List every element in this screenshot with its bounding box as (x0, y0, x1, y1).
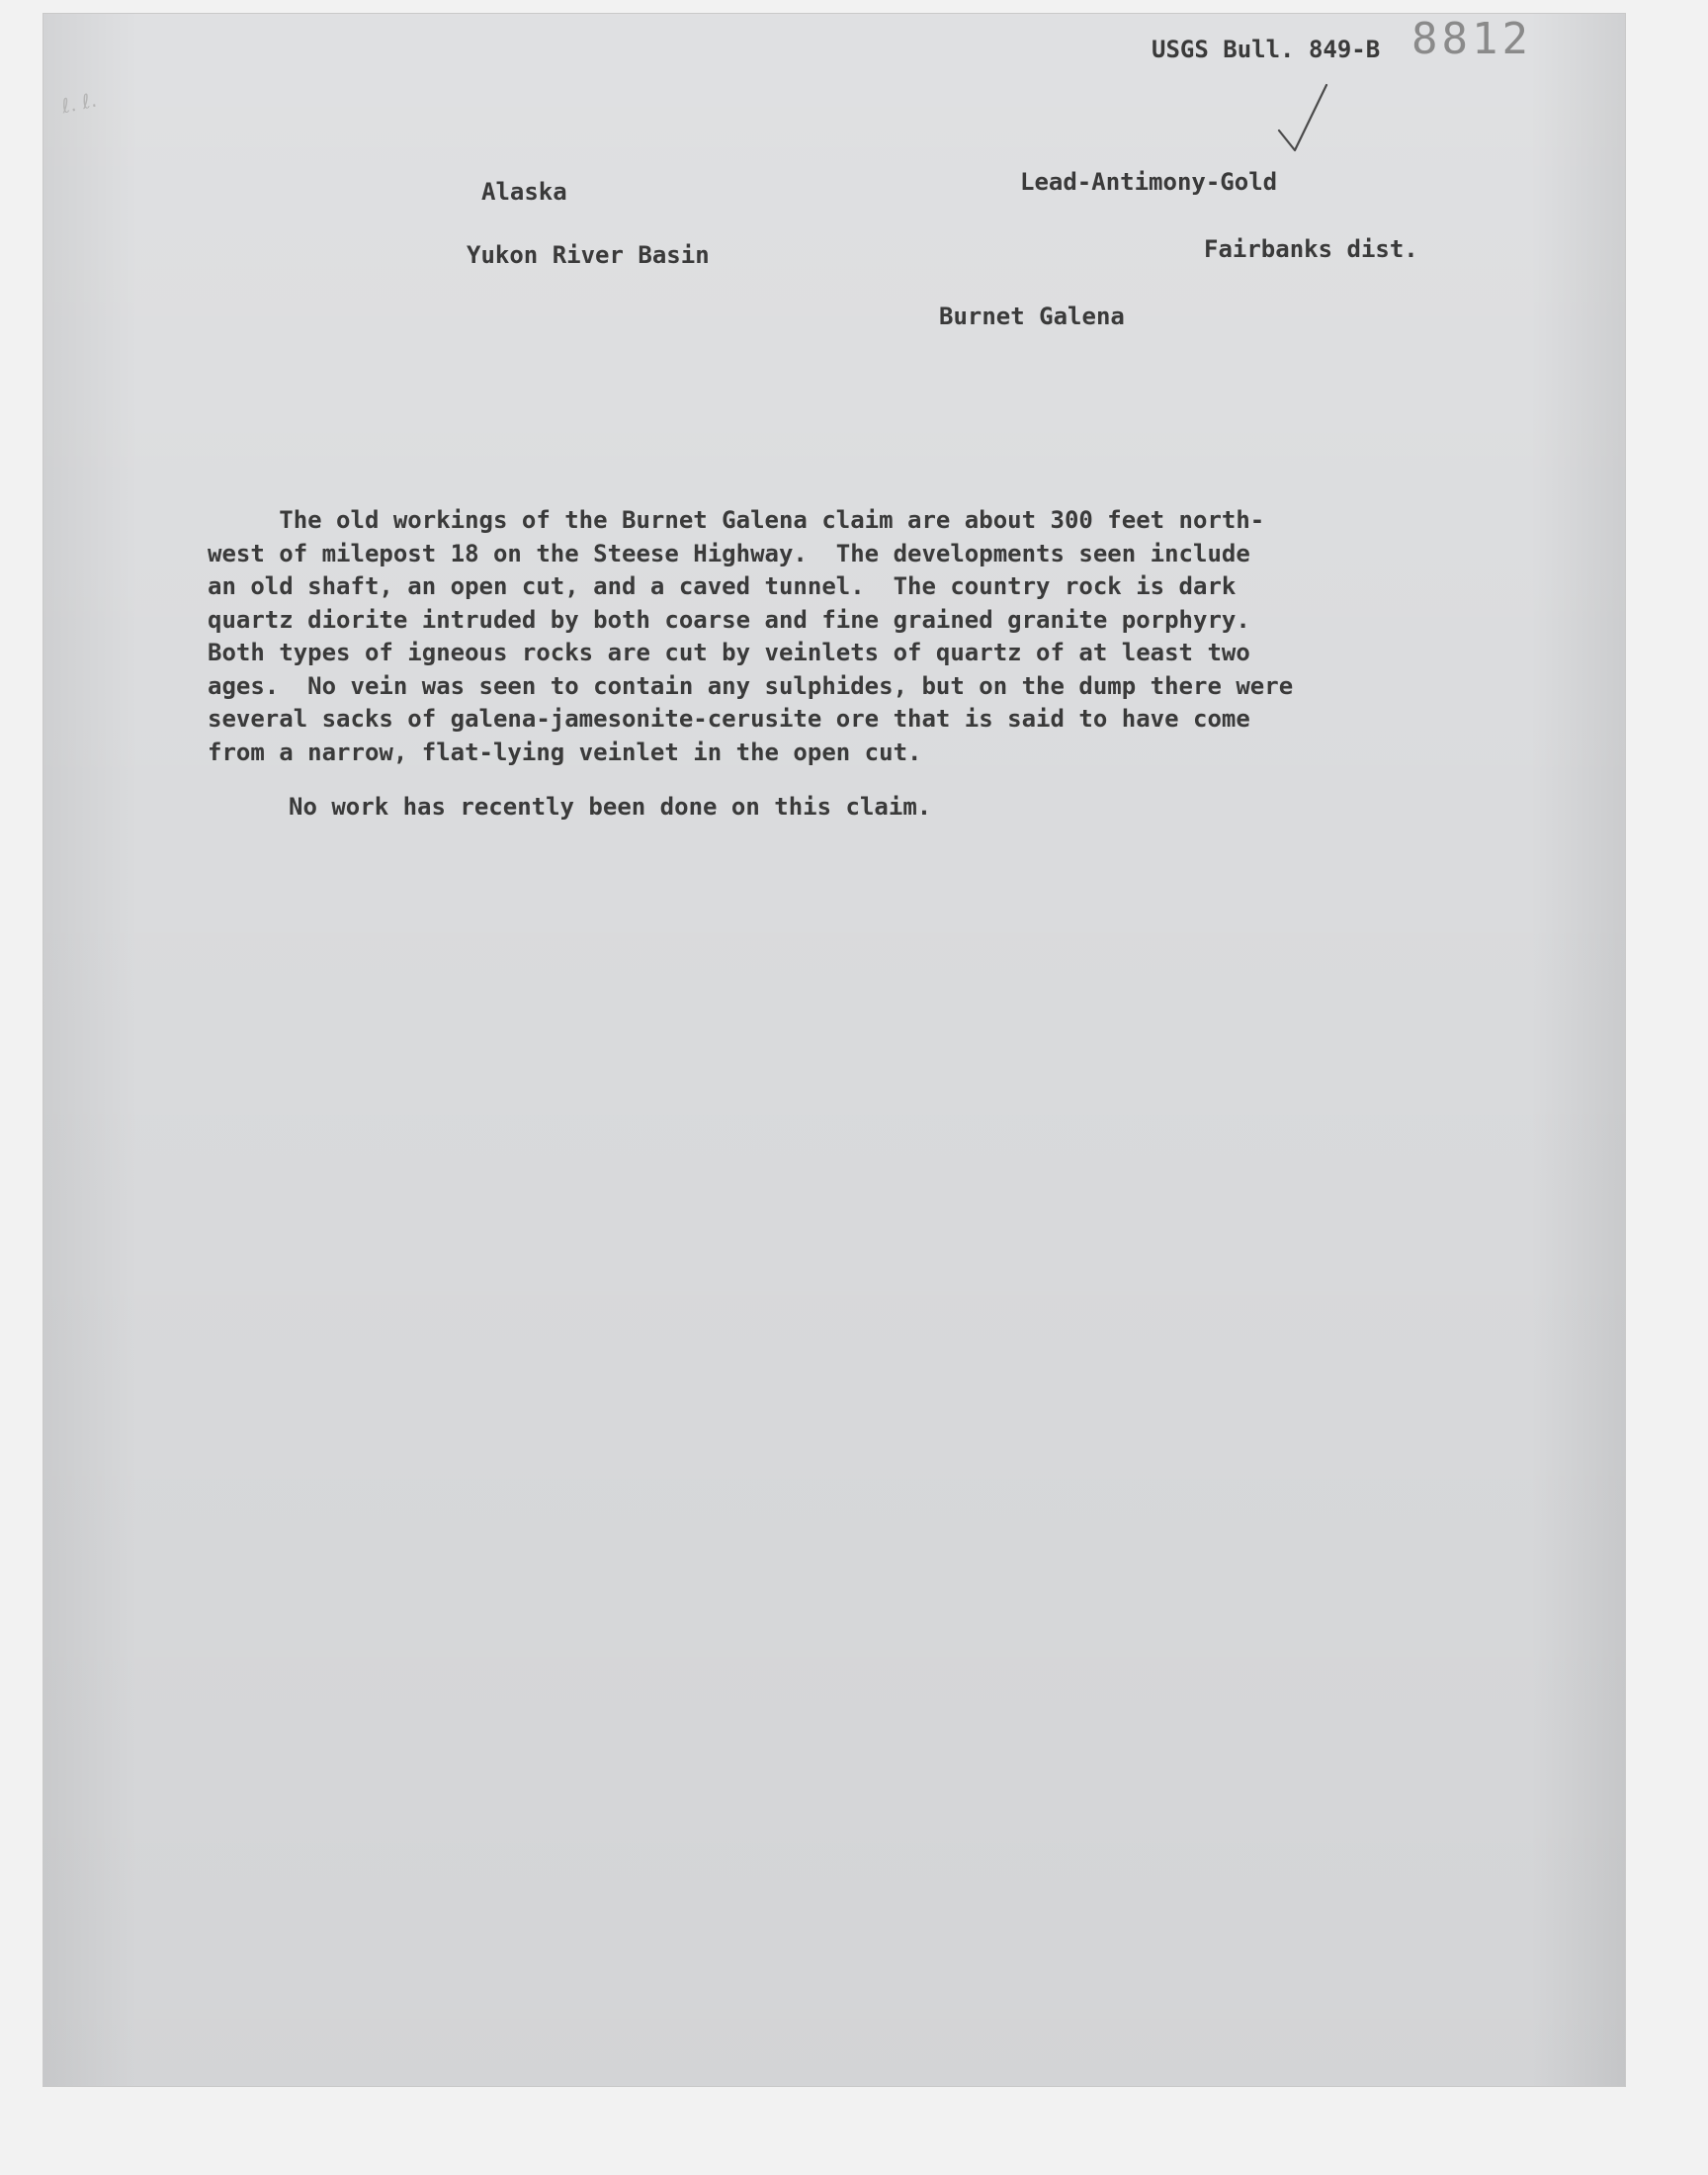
paragraph-line: Both types of igneous rocks are cut by veinlets of quartz of at least two (208, 639, 1250, 666)
checkmark-icon (1275, 81, 1334, 160)
faint-pencil-mark: ℓ. ℓ. (58, 87, 99, 119)
commodity-label: Lead-Antimony-Gold (1020, 168, 1278, 196)
paragraph-line: several sacks of galena-jamesonite-cerusite ore that is said to have come (208, 705, 1250, 733)
basin-label: Yukon River Basin (467, 241, 710, 269)
state-label: Alaska (481, 178, 567, 206)
paragraph-line: west of milepost 18 on the Steese Highway. The developments seen include (208, 539, 1250, 567)
description-paragraph (208, 504, 1473, 769)
district-label: Fairbanks dist. (1204, 235, 1418, 263)
stamp-number: 8812 (1411, 14, 1532, 64)
paragraph-line: quartz diorite intruded by both coarse and fine grained granite porphyry. (208, 605, 1250, 634)
paragraph-line: from a narrow, flat-lying veinlet in the open cut. (208, 738, 922, 766)
bulletin-reference: USGS Bull. 849-B (1152, 36, 1381, 63)
paragraph-line: The old workings of the Burnet Galena claim are about 300 feet north- (208, 506, 1265, 534)
property-name: Burnet Galena (939, 303, 1125, 330)
paragraph-line: an old shaft, an open cut, and a caved tunnel. The country rock is dark (208, 572, 1237, 600)
closing-sentence: No work has recently been done on this claim. (289, 793, 932, 821)
document-page (43, 14, 1625, 2086)
paragraph-line: ages. No vein was seen to contain any sulphides, but on the dump there were (208, 671, 1294, 700)
